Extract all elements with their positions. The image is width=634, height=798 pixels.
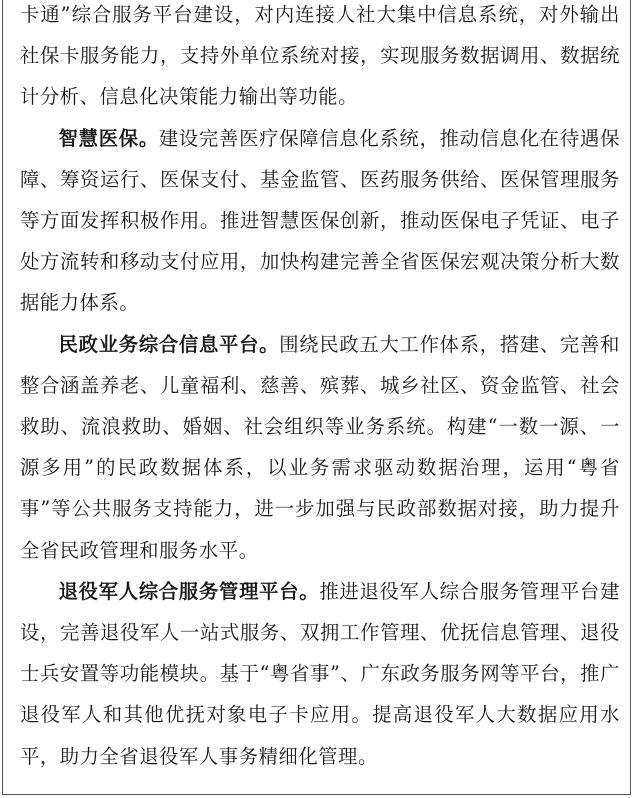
paragraph-text: 卡通”综合服务平台建设，对内连接人社大集中信息系统，对外输出社保卡服务能力，支持外单位系统对接，实现服务数据调用、数据统计分析、信息化决策能力输出等功能。 bbox=[20, 3, 620, 109]
page-frame bbox=[2, 0, 631, 795]
paragraph-text: 推进退役军人综合服务管理平台建设，完善退役军人一站式服务、双拥工作管理、优抚信息管理、退役士兵安置等功能模块。基于“粤省事”、广东政务服务网等平台，推广退役军人和其他优抚对象电子卡应用。提高退役军人大数据应用水平，助力全省退役军人事务精细化管理。 bbox=[20, 579, 620, 768]
paragraph-text: 建设完善医疗保障信息化系统，推动信息化在待遇保障、筹资运行、医保支付、基金监管、医药服务供给、医保管理服务等方面发挥积极作用。推进智慧医保创新，推动医保电子凭证、电子处方流转和移动支付应用，加快构建完善全省医保宏观决策分析大数据能力体系。 bbox=[20, 126, 620, 315]
section-heading: 退役军人综合服务管理平台。 bbox=[58, 579, 320, 603]
paragraph-text: 围绕民政五大工作体系，搭建、完善和整合涵盖养老、儿童福利、慈善、殡葬、城乡社区、资金监管、社会救助、流浪救助、婚姻、社会组织等业务系统。构建“一数一源、一源多用”的民政数据体系，以业务需求驱动数据治理，运用“粤省事”等公共服务支持能力，进一步加强与民政部数据对接，助力提升全省民政管理和服务水平。 bbox=[20, 332, 620, 562]
paragraph-civil-affairs-platform bbox=[20, 324, 620, 571]
document-body bbox=[20, 0, 620, 777]
section-heading: 民政业务综合信息平台。 bbox=[58, 332, 280, 356]
paragraph-social-security-card bbox=[20, 0, 620, 118]
paragraph-veterans-platform bbox=[20, 571, 620, 777]
paragraph-smart-medical-insurance bbox=[20, 118, 620, 324]
section-heading: 智慧医保。 bbox=[58, 126, 159, 150]
